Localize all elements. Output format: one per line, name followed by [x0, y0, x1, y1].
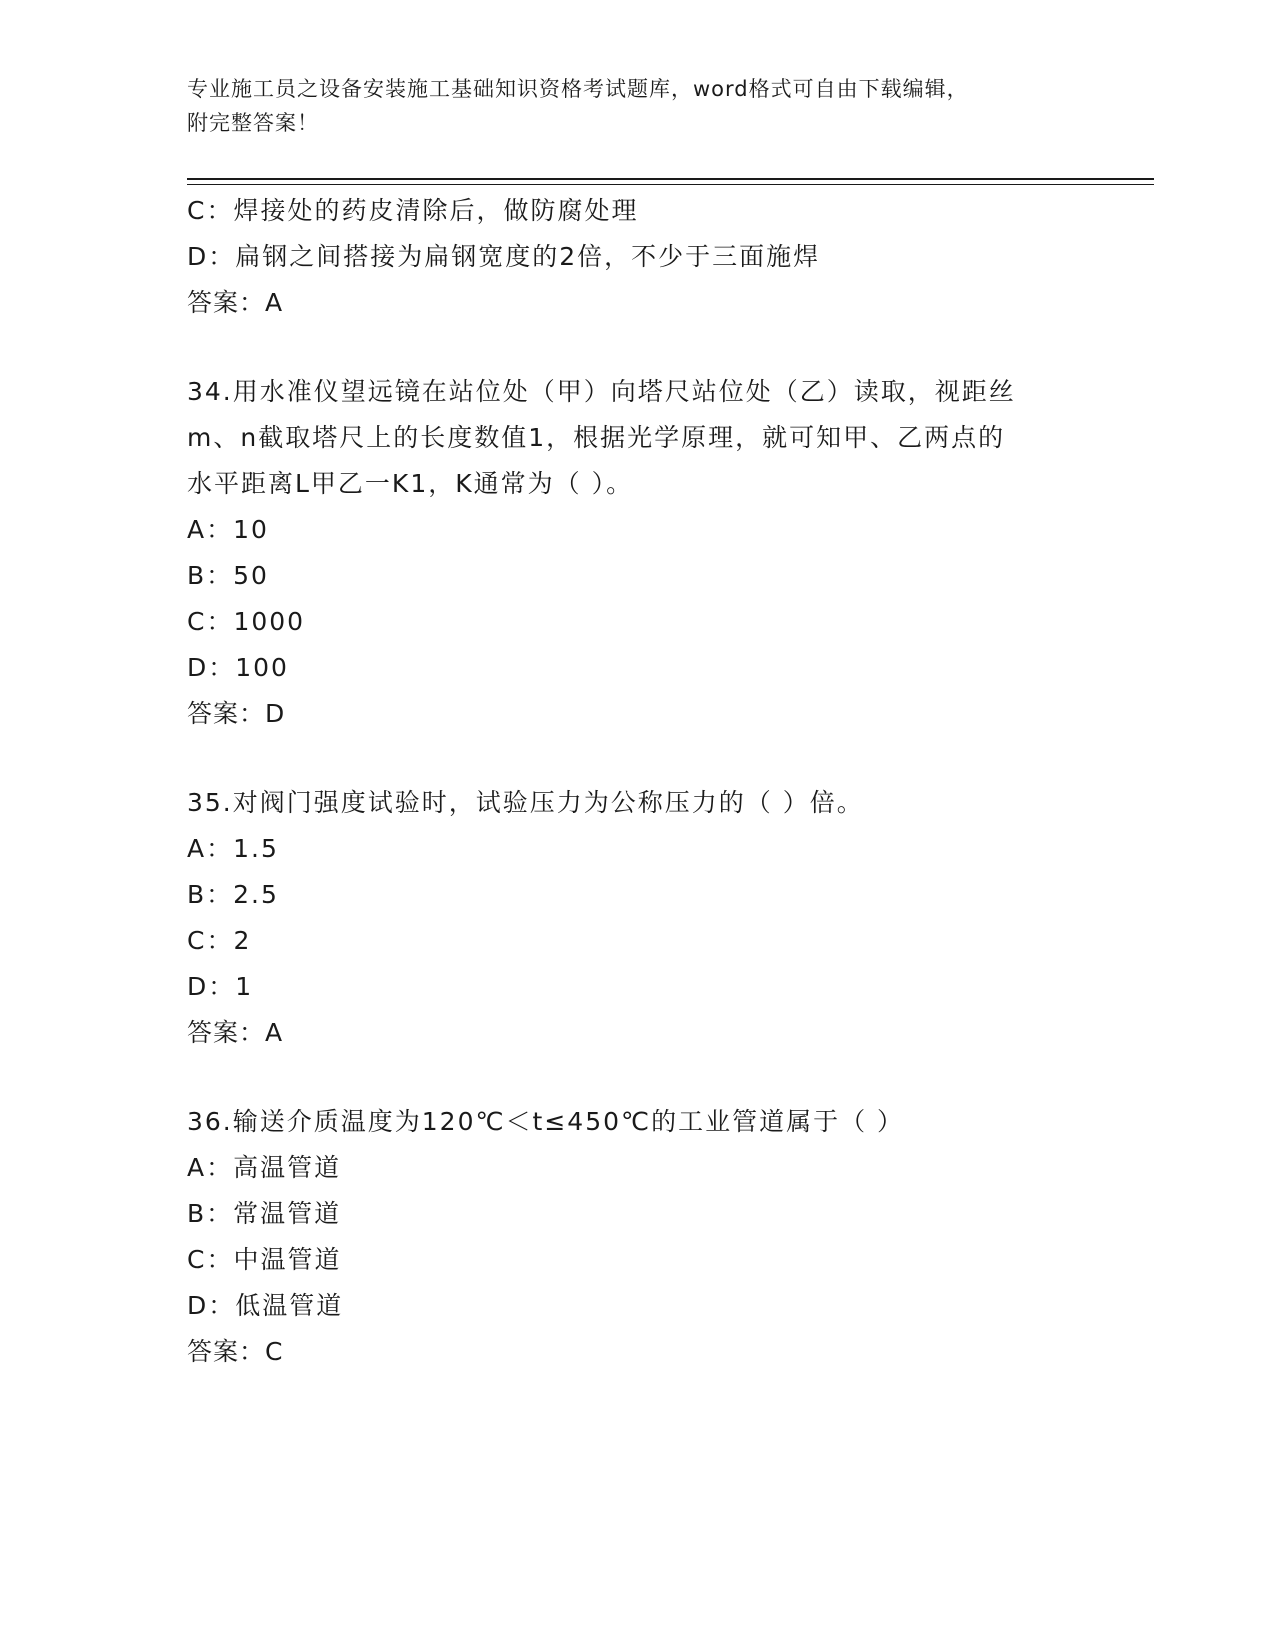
option-d: D：1	[187, 972, 254, 1001]
question-35	[187, 780, 1087, 1056]
question-33-tail	[187, 188, 1087, 326]
option-c: C：2	[187, 926, 252, 955]
answer-line: 答案：D	[187, 699, 286, 728]
option-c: C：焊接处的药皮清除后，做防腐处理	[187, 196, 639, 225]
option-c: C：1000	[187, 607, 306, 636]
option-c: C：中温管道	[187, 1245, 342, 1274]
question-stem-line: 水平距离L甲乙一K1，K通常为（ ）。	[187, 469, 634, 498]
question-stem-line: m、n截取塔尺上的长度数值1，根据光学原理，就可知甲、乙两点的	[187, 423, 1006, 452]
option-b: B：2.5	[187, 880, 279, 909]
header-divider-thin	[187, 184, 1154, 185]
question-list	[187, 188, 1087, 1375]
option-b: B：50	[187, 561, 269, 590]
option-d: D：100	[187, 653, 289, 682]
header-line-1: 专业施工员之设备安装施工基础知识资格考试题库，word格式可自由下载编辑，	[187, 77, 969, 101]
question-stem-line: 35.对阀门强度试验时，试验压力为公称压力的（ ）倍。	[187, 788, 864, 817]
answer-line: 答案：A	[187, 288, 284, 317]
option-d: D：低温管道	[187, 1291, 344, 1320]
option-b: B：常温管道	[187, 1199, 342, 1228]
header-line-2: 附完整答案！	[187, 111, 319, 135]
document-header	[187, 72, 1087, 140]
question-stem-line: 36.输送介质温度为120℃＜t≤450℃的工业管道属于（ ）	[187, 1107, 905, 1136]
option-d: D：扁钢之间搭接为扁钢宽度的2倍，不少于三面施焊	[187, 242, 821, 271]
question-34	[187, 369, 1087, 737]
answer-line: 答案：C	[187, 1337, 284, 1366]
question-stem-line: 34.用水准仪望远镜在站位处（甲）向塔尺站位处（乙）读取，视距丝	[187, 377, 1016, 406]
option-a: A：高温管道	[187, 1153, 342, 1182]
header-divider-thick	[187, 178, 1154, 180]
question-36	[187, 1099, 1087, 1375]
option-a: A：10	[187, 515, 269, 544]
option-a: A：1.5	[187, 834, 279, 863]
answer-line: 答案：A	[187, 1018, 284, 1047]
